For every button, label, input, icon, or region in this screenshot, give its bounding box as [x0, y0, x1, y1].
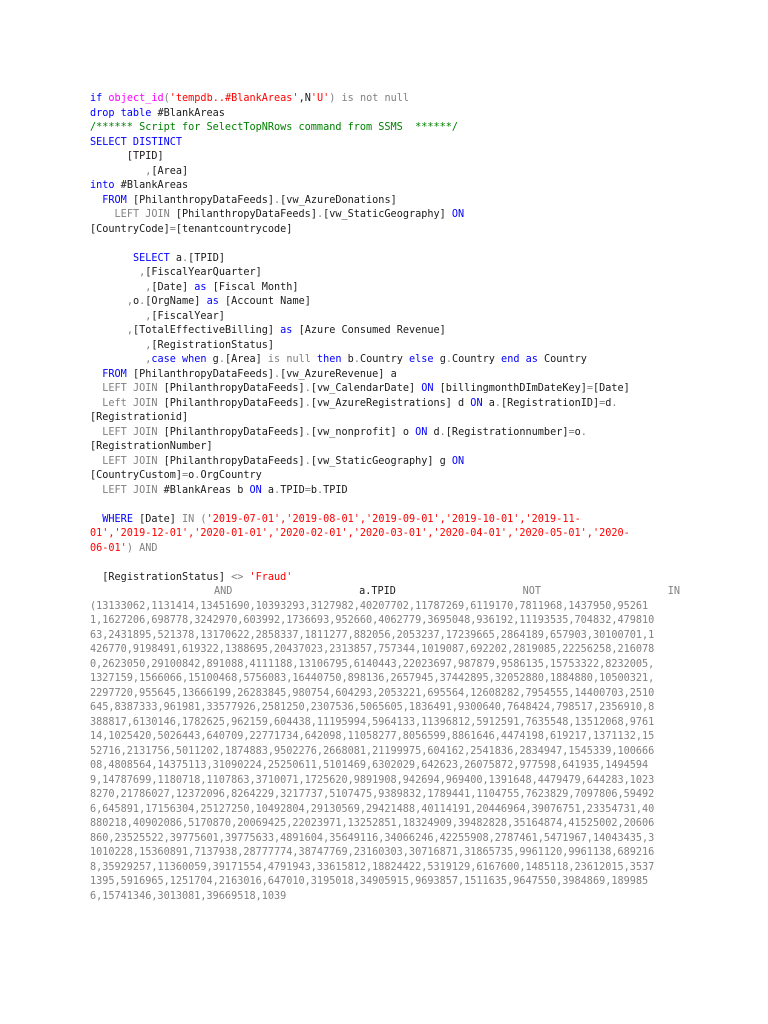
code-line-justified: AND a.TPID NOT IN [214, 586, 680, 597]
code-line: ,[FiscalYear] [145, 310, 225, 322]
code-line: LEFT JOIN [PhilanthropyDataFeeds].[vw_nonprofit] o ON d.[Registrationnumber]=o. [102, 426, 587, 438]
code-line: ,o.[OrgName] as [Account Name] [126, 296, 311, 307]
blank-line [90, 498, 672, 513]
code-line: ,case when g.[Area] is null then b.Country else g.Country end as Country [145, 354, 587, 365]
code-line: 06-01') AND [90, 542, 158, 554]
code-line: ,[Area] [145, 165, 189, 177]
code-line: [CountryCustom]=o.OrgCountry [90, 470, 262, 481]
code-line: FROM [PhilanthropyDataFeeds].[vw_AzureRevenue] a [102, 368, 397, 380]
code-line: LEFT JOIN [PhilanthropyDataFeeds].[vw_StaticGeography] ON [114, 209, 465, 220]
code-line: if object_id('tempdb..#BlankAreas',N'U') is not null [90, 93, 410, 104]
tpid-list: (13133062,1131414,13451690,10393293,3127982,40207702,11787269,6119170,7811968,1437950,952611,1627206,698778,3242970,603992,1736693,952660,4062779,3695048,936192,11193535,704832,47981063,2431895,521378,13170622,2858337,1811277,882056,2053237,17239665,2864189,657903,30100701,1426770,9198491,619322,1388695,20437023,2313857,757344,1019087,692202,2819085,22256258,2160780,2623050,29100842,891088,4111188,13106795,6140443,22023697,987879,9586135,15753322,8232005,1327159,1566066,15100468,5756083,16440750,898136,2657945,37442895,32052880,1884880,10500321,2297720,955645,13666199,26283845,980754,604293,2053221,695564,12608282,7954555,14400703,2510645,8387333,961981,33577926,2581250,2307536,5065605,1836491,9300640,7648424,798517,2356910,8388817,6130146,1782625,962159,604438,11195994,5964133,11396812,5912591,7635548,13512068,976114,1025420,5026443,640709,22771734,642098,11058277,8056599,8861646,4474198,619217,1371132,1552716,2131756,5011202,1874883,9502276,2668081,21199975,604162,2541836,2834947,1545339,10066608,4808564,14375113,31090224,25250611,5101469,6302029,642623,26075872,977598,641935,14945949,14787699,1180718,1107863,3710071,1725620,9891908,942694,969400,1391648,4479479,644283,10238270,21786027,12372096,8264229,3217737,5107475,9389832,1789441,1104755,7623829,7097806,594926,645891,17156304,25127250,10492804,29130569,29421488,40114191,20446964,39076751,23354731,40880218,40902086,5170870,20069425,22023971,13252851,18324909,39482828,35164874,41525002,20606860,23525522,39775601,39775633,4891604,35649116,34066246,42255908,2787461,5471967,14043435,31010228,15360891,7137938,28777774,38747769,23160303,30716871,31865735,9961120,9961138,6892168,35929257,11360059,39171554,4791943,33615812,18824422,5319129,6167600,1485118,23612015,35371395,5916965,1251704,2163016,647010,3195018,34905915,9693857,1511635,9647550,3984869,1899856,15741346,3013081,39669518,1039 [90, 600, 655, 902]
code-line: ,[FiscalYearQuarter] [139, 267, 262, 278]
code-line: ,[TotalEffectiveBilling] as [Azure Consumed Revenue] [126, 325, 446, 336]
blank-line [90, 556, 672, 571]
code-line: WHERE [Date] IN ('2019-07-01','2019-08-01','2019-09-01','2019-10-01','2019-11- [102, 513, 581, 525]
code-line: LEFT JOIN [PhilanthropyDataFeeds].[vw_CalendarDate] ON [billingmonthDImDateKey]=[Date] [102, 383, 630, 394]
code-line: into #BlankAreas [90, 180, 189, 191]
sql-script [90, 92, 680, 904]
code-line: Left JOIN [PhilanthropyDataFeeds].[vw_AzureRegistrations] d ON a.[RegistrationID]=d. [102, 397, 618, 409]
code-line: [RegistrationNumber] [90, 441, 213, 452]
code-line: [Registrationid] [90, 412, 189, 423]
code-line: [RegistrationStatus] <> 'Fraud' [102, 571, 293, 583]
blank-line [90, 237, 672, 252]
code-line: [TPID] [126, 151, 164, 162]
code-line: FROM [PhilanthropyDataFeeds].[vw_AzureDonations] [102, 194, 397, 206]
code-comment: /****** Script for SelectTopNRows command from SSMS ******/ [90, 122, 459, 133]
code-line: ,[RegistrationStatus] [145, 339, 275, 351]
code-line: [CountryCode]=[tenantcountrycode] [90, 223, 293, 235]
code-line: ,[Date] as [Fiscal Month] [145, 281, 299, 293]
code-line: drop table #BlankAreas [90, 107, 225, 119]
code-line: SELECT DISTINCT [90, 136, 183, 148]
code-line: LEFT JOIN #BlankAreas b ON a.TPID=b.TPID [102, 484, 348, 496]
code-line: LEFT JOIN [PhilanthropyDataFeeds].[vw_StaticGeography] g ON [102, 455, 465, 467]
code-line: SELECT a.[TPID] [132, 252, 225, 264]
code-line: 01','2019-12-01','2020-01-01','2020-02-01','2020-03-01','2020-04-01','2020-05-01','2020- [90, 528, 630, 539]
